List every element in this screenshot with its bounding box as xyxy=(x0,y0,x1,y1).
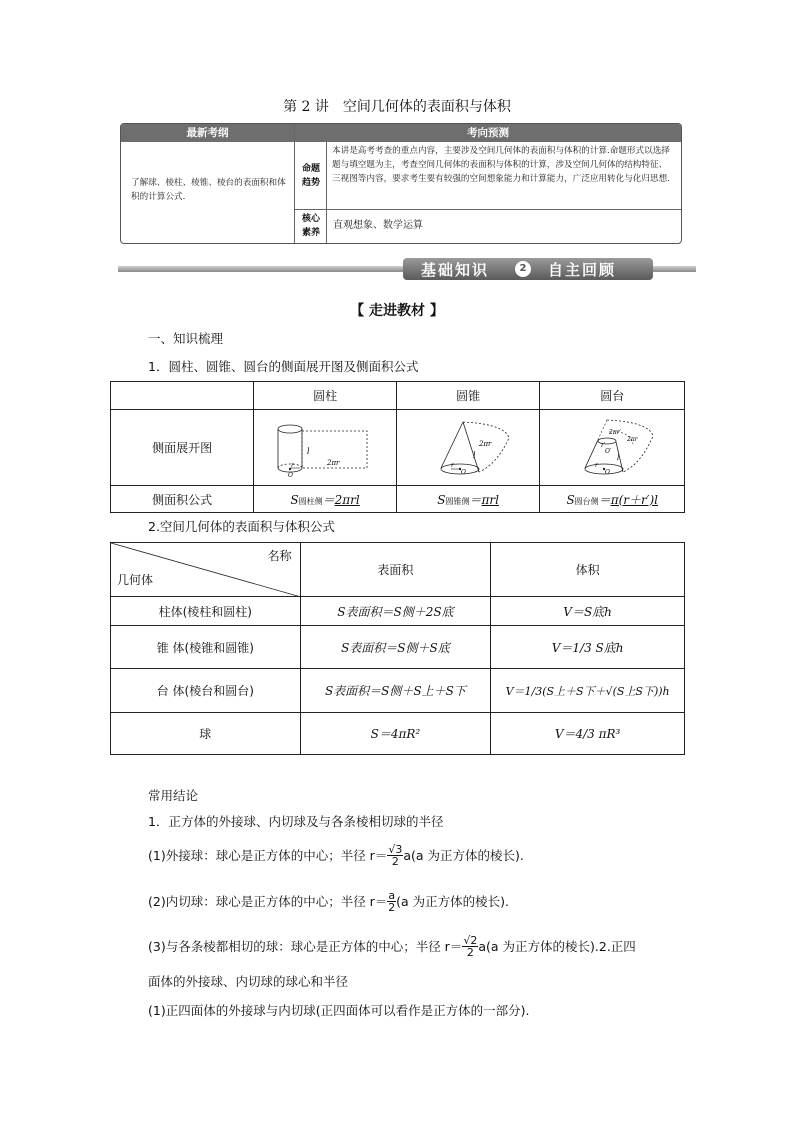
t1-row-unfold-label: 侧面展开图 xyxy=(111,410,254,486)
frustum-area-formula: S表面积＝S侧＋S上＋S下 xyxy=(324,684,466,698)
cyl-label-2pir: 2πr xyxy=(327,458,340,467)
cylinder-unfold-figure xyxy=(254,410,397,486)
outline-header-right: 考向预测 xyxy=(295,124,681,142)
conclusion2-heading-cont: 面体的外接球、内切球的球心和半径 xyxy=(148,974,349,989)
frustum-label-op: O′ xyxy=(605,447,612,455)
conclusion1-2: (2)内切球：球心是正方体的中心；半径 r＝ $\frac{a}{2}$ (a 为正方体的棱长). xyxy=(148,888,509,914)
t1-col-cone: 圆锥 xyxy=(396,382,540,410)
cone-label-l: l xyxy=(473,450,476,460)
frustum-lateral-formula: S圆台侧＝π(r＋r′)l xyxy=(566,492,658,507)
cyl-label-r: r xyxy=(291,461,294,469)
frustum-volume-formula: V＝1/3(S上＋S下＋√(S上S下))h xyxy=(505,684,670,698)
cone-lateral-formula: S圆锥侧＝πrl xyxy=(437,492,499,507)
banner-left-text: 基础知识 xyxy=(421,261,490,279)
t2-corner-cell xyxy=(111,543,301,597)
pyramid-volume-formula: V＝1/3 S底h xyxy=(551,640,624,655)
frustum-unfold-figure xyxy=(540,410,685,486)
t2-col-volume: 体积 xyxy=(491,543,685,597)
frustum-label-2pir: 2πr xyxy=(627,435,638,443)
cyl-label-l: l xyxy=(307,446,310,456)
t2-row-pyramid: 锥 体(棱锥和圆锥) xyxy=(111,626,301,669)
frustum-label-r: r xyxy=(595,461,599,469)
cone-label-o: O xyxy=(461,468,467,476)
prism-area-formula: S表面积＝S侧＋2S底 xyxy=(337,604,454,619)
frustum-label-o: O xyxy=(605,468,611,476)
section-banner xyxy=(118,258,696,280)
banner-right-text: 自主回顾 xyxy=(548,261,617,279)
conclusion1-3: (3)与各条棱都相切的球：球心是正方体的中心；半径 r＝ $\frac{√2}{2}$ a(a 为正方体的棱长).2.正四 xyxy=(148,933,636,959)
t2-row-prism: 柱体(棱柱和圆柱) xyxy=(111,597,301,626)
outline-trend-text: 本讲是高考考查的重点内容，主要涉及空间几何体的表面积与体积的计算.命题形式以选择题与填空题为主，考查空间几何体的表面积与体积的计算，涉及空间几何体的结构特征、三视图等内容，要求考生要有较强的空间想象能力和计算能力，广泛应用转化与化归思想. xyxy=(332,146,670,184)
cyl-label-o: O xyxy=(288,471,293,479)
banner-badge: 2 xyxy=(515,261,531,277)
subsection-heading: 【 走进教材 】 xyxy=(350,303,444,319)
item1-heading: 1．圆柱、圆锥、圆台的侧面展开图及侧面积公式 xyxy=(148,359,419,374)
prism-volume-formula: V＝S底h xyxy=(563,604,612,619)
cone-label-r: r xyxy=(451,461,455,469)
t1-row-formula-label: 侧面积公式 xyxy=(111,486,254,513)
conclusion1-heading: 1．正方体的外接球、内切球及与各条棱相切球的半径 xyxy=(148,814,444,829)
t2-row-sphere: 球 xyxy=(111,713,301,755)
cylinder-lateral-formula: S圆柱侧＝2πrl xyxy=(290,492,360,507)
t1-col-frustum: 圆台 xyxy=(540,382,685,410)
conclusion1-1: (1)外接球：球心是正方体的中心；半径 r＝ $\frac{√3}{2}$ a(a 为正方体的棱长). xyxy=(148,842,524,868)
outline-header-left: 最新考纲 xyxy=(121,124,294,142)
frustum-label-2pir-prime: 2πr′ xyxy=(609,428,622,436)
sphere-area-formula: S＝4πR² xyxy=(370,727,421,741)
outline-syllabus-text: 了解球、棱柱、棱锥、棱台的表面积和体积的计算公式. xyxy=(131,178,286,202)
surface-volume-table xyxy=(110,542,685,755)
conclusion2-1: (1)正四面体的外接球与内切球(正四面体可以看作是正方体的一部分). xyxy=(148,1003,530,1018)
t1-col-cylinder: 圆柱 xyxy=(254,382,397,410)
pyramid-area-formula: S表面积＝S侧＋S底 xyxy=(341,640,450,655)
knowledge-heading: 一、知识梳理 xyxy=(148,331,224,346)
item2-heading: 2.空间几何体的表面积与体积公式 xyxy=(148,519,335,534)
lateral-area-table xyxy=(110,381,685,513)
frustum-label-rp: r′ xyxy=(601,441,606,449)
outline-literacy-label: 核心素养 xyxy=(301,214,320,238)
page-title: 第 2 讲 空间几何体的表面积与体积 xyxy=(283,99,511,115)
outline-trend-label: 命题趋势 xyxy=(301,164,320,188)
frustum-label-l: l xyxy=(617,453,620,462)
t2-col-area: 表面积 xyxy=(300,543,491,597)
t2-corner-bottom: 几何体 xyxy=(117,573,154,587)
t2-row-frustum: 台 体(棱台和圆台) xyxy=(111,669,301,713)
t2-corner-top: 名称 xyxy=(267,549,292,563)
cone-unfold-figure xyxy=(396,410,540,486)
sphere-volume-formula: V＝4/3 πR³ xyxy=(554,727,621,741)
outline-literacy-text: 直观想象、数学运算 xyxy=(333,220,423,231)
cone-label-2pir: 2πr xyxy=(479,439,492,448)
common-conclusions-heading: 常用结论 xyxy=(148,788,199,803)
exam-outline-box xyxy=(120,123,682,244)
